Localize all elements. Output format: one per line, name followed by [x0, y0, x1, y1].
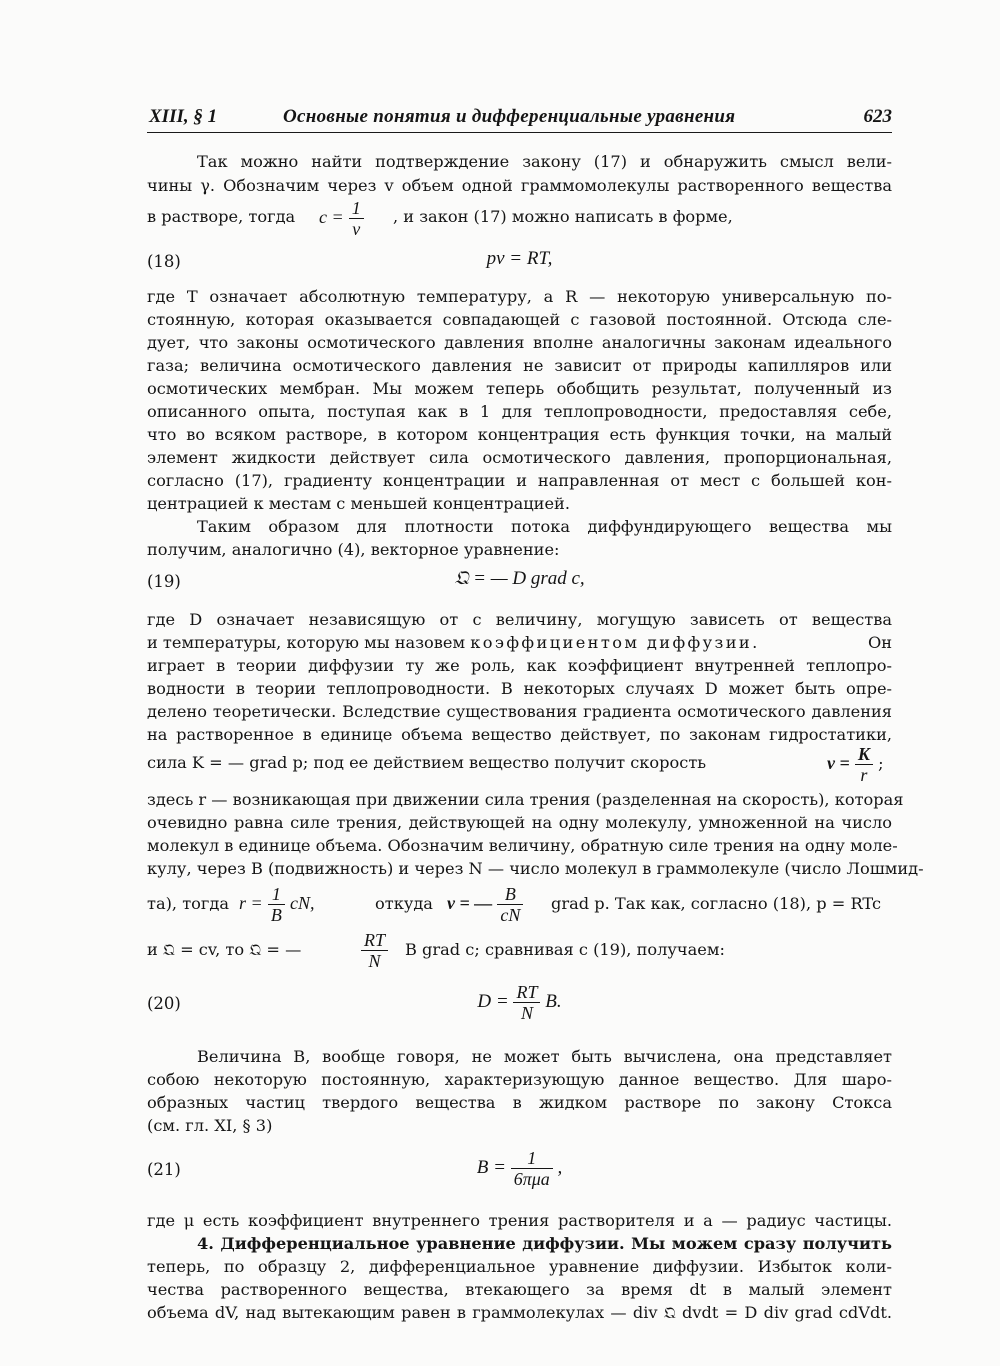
formula-lhs: D = [477, 990, 509, 1012]
fraction-denominator: B [270, 905, 282, 925]
section-heading-line: 4. Дифференциальное уравнение диффузии. Мы можем сразу получить [197, 1234, 892, 1253]
inline-equation-mobility [147, 880, 892, 926]
formula [319, 198, 364, 239]
text-line: чества растворенного вещества, втекающего за время dt в малый элемент [147, 1280, 892, 1299]
fraction [361, 930, 388, 971]
formula-lhs: r = [239, 893, 263, 913]
formula [361, 930, 388, 971]
inline-equation-flux [147, 926, 892, 972]
text-line: собою некоторую постоянную, характеризующую данное вещество. Для шаро- [147, 1070, 892, 1089]
formula-lhs: B = [476, 1156, 506, 1178]
text-line: здесь r — возникающая при движении сила трения (разделенная на скорость), которая [147, 790, 904, 809]
text-fragment: откуда [375, 894, 433, 913]
fraction-denominator: r [860, 765, 868, 785]
equation-number: (19) [147, 572, 181, 591]
text-fragment: сила K = — grad p; под ее действием вещество получит скорость [147, 753, 707, 772]
formula-rhs: , [557, 1156, 563, 1178]
header-section: XIII, § 1 [149, 106, 218, 127]
fraction-numerator: K [855, 744, 873, 765]
fraction-denominator: N [520, 1003, 533, 1023]
text-fragment: та), тогда [147, 894, 230, 913]
text-line: где D означает независящую от c величину, могущую зависеть от вещества [147, 610, 892, 629]
text-fragment: ; [878, 754, 884, 773]
text-fragment: и 𝔔 = cv, то 𝔔 = — [147, 940, 302, 959]
fraction-denominator: N [368, 951, 381, 971]
fraction [497, 884, 523, 925]
fraction-denominator: 6πμa [513, 1169, 550, 1189]
formula [827, 744, 884, 785]
text-line: Таким образом для плотности потока диффундирующего вещества мы [197, 517, 892, 536]
text-line: газа; величина осмотического давления не зависит от природы капилляров или [147, 356, 892, 375]
text-line: что во всяком растворе, в котором концентрация есть функция точки, на малый [147, 425, 892, 444]
text-line: (см. гл. XI, § 3) [147, 1116, 273, 1135]
text-line: стоянную, которая оказывается совпадающей с газовой постоянной. Отсюда сле- [147, 310, 892, 329]
fraction-numerator: 1 [349, 198, 364, 219]
text-line-with-term [147, 633, 892, 653]
text-line: молекул в единице объема. Обозначим величину, обратную силе трения на одну моле- [147, 836, 898, 855]
formula [447, 884, 523, 925]
fraction-denominator: v [352, 219, 361, 239]
term-highlight: коэффициентом диффузии. [470, 633, 760, 652]
equation-18 [147, 248, 892, 288]
text-fragment: B grad c; сравнивая с (19), получаем: [405, 940, 725, 959]
text-line: элемент жидкости действует сила осмотического давления, пропорциональная, [147, 448, 892, 467]
equation-number: (21) [147, 1160, 181, 1179]
text-line: очевидно равна силе трения, действующей на одну молекулу, умноженной на число [147, 813, 892, 832]
equation-formula: 𝔔 = — D grad c, [454, 568, 585, 589]
text-line: объема dV, над вытекающим равен в граммолекулах — div 𝔔 dvdt = D div grad cdVdt. [147, 1303, 892, 1322]
inline-equation-c [147, 192, 892, 238]
header-title: Основные понятия и дифференциальные уравнения [283, 106, 736, 127]
text-fragment: и температуры, которую мы назовем [147, 633, 466, 652]
formula [239, 884, 314, 925]
text-line: теперь, по образцу 2, дифференциальное уравнение диффузии. Избыток коли- [147, 1257, 892, 1276]
text-line: кулу, через B (подвижность) и через N — число молекул в граммолекуле (число Лошмид- [147, 859, 924, 878]
text-line: на растворенное в единице объема вещество действует, по законам гидростатики, [147, 725, 892, 744]
text-line: получим, аналогично (4), векторное уравнение: [147, 540, 560, 559]
text-line: дует, что законы осмотического давления вполне аналогичны законам идеального [147, 333, 892, 352]
fraction-denominator: cN [500, 905, 521, 925]
text-line: согласно (17), градиенту концентрации и направленная от мест с большей кон- [147, 471, 892, 490]
text-line: делено теоретически. Вследствие существования градиента осмотического давления [147, 702, 892, 721]
text-line: где T означает абсолютную температуру, а R — некоторую универсальную по- [147, 287, 892, 306]
formula-rhs: B. [545, 990, 562, 1012]
equation-number: (18) [147, 252, 181, 271]
fraction-numerator: B [497, 884, 523, 905]
formula-lhs: v = — [447, 893, 493, 913]
equation-formula: pv = RT, [486, 248, 553, 269]
text-line: Величина B, вообще говоря, не может быть вычислена, она представляет [197, 1047, 892, 1066]
equation-19 [147, 568, 892, 608]
equation-number: (20) [147, 994, 181, 1013]
fraction-numerator: RT [361, 930, 388, 951]
formula-lhs: v = [827, 753, 850, 773]
fraction [855, 744, 873, 785]
text-line: играет в теории диффузии ту же роль, как коэффициент внутренней теплопро- [147, 656, 892, 675]
text-fragment: , и закон (17) можно написать в форме, [393, 207, 733, 226]
text-fragment: Он [867, 633, 892, 652]
equation-21 [147, 1148, 892, 1196]
fraction [511, 1148, 553, 1189]
fraction [513, 982, 540, 1023]
text-fragment: grad p. Так как, согласно (18), p = RTc [551, 894, 882, 913]
running-header [147, 102, 892, 133]
fraction [349, 198, 364, 239]
fraction-numerator: 1 [268, 884, 285, 905]
text-fragment: в растворе, тогда [147, 207, 296, 226]
formula-part: cN, [289, 893, 315, 913]
fraction [268, 884, 285, 925]
text-line: центрацией к местам с меньшей концентрацией. [147, 494, 570, 513]
text-line: водности в теории теплопроводности. В некоторых случаях D может быть опре- [147, 679, 892, 698]
text-line: осмотических мембран. Мы можем теперь обобщить результат, полученный из [147, 379, 892, 398]
equation-20 [147, 982, 892, 1030]
inline-equation-force [147, 740, 892, 786]
text-line: где μ есть коэффициент внутреннего трения растворителя и a — радиус частицы. [147, 1211, 892, 1230]
text-line: образных частиц твердого вещества в жидком растворе по закону Стокса [147, 1093, 892, 1112]
text-line: Так можно найти подтверждение закону (17) и обнаружить смысл вели- [197, 152, 892, 171]
equation-formula [147, 982, 892, 1023]
text-line: описанного опыта, поступая как в 1 для теплопроводности, предоставляя себе, [147, 402, 892, 421]
equation-formula [147, 1148, 892, 1189]
fraction-numerator: RT [513, 982, 540, 1003]
page-number: 623 [863, 106, 892, 127]
text-line: чины γ. Обозначим через v объем одной граммомолекулы растворенного вещества [147, 176, 892, 195]
formula-lhs: c = [319, 207, 344, 227]
fraction-numerator: 1 [511, 1148, 553, 1169]
